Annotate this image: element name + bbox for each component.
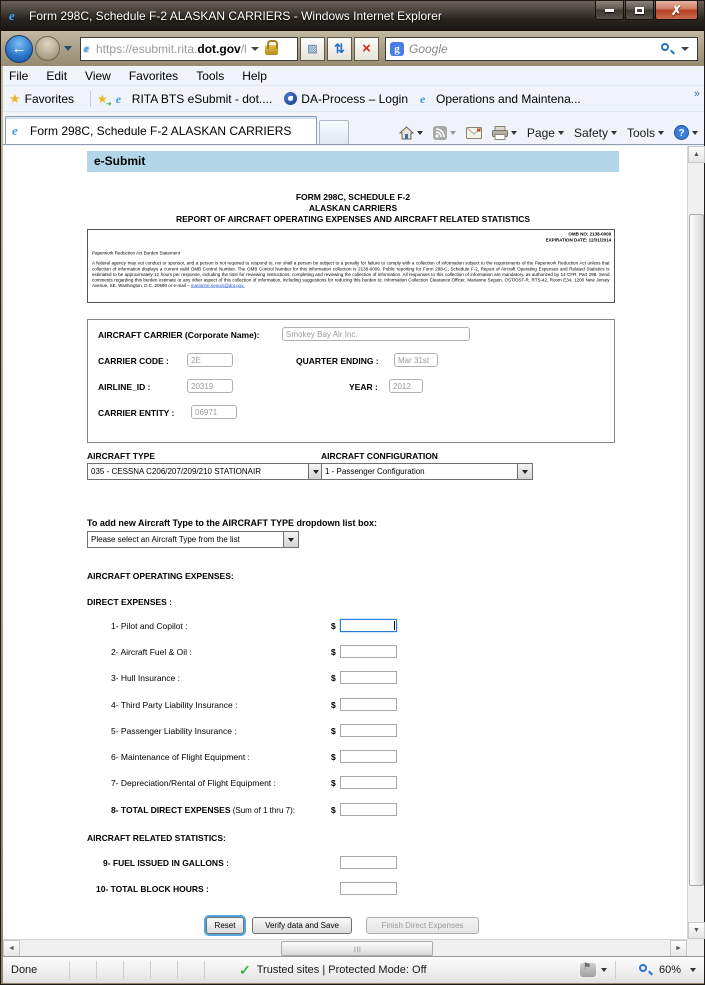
scroll-up-button[interactable]: ▲ <box>688 146 705 163</box>
dropdown-button[interactable] <box>283 532 298 547</box>
home-dropdown-icon[interactable] <box>417 131 423 135</box>
reset-button[interactable]: Reset <box>206 917 244 934</box>
zoom-dropdown-icon[interactable] <box>690 968 696 972</box>
ie-page-icon: e <box>115 91 122 106</box>
carrier-name-field[interactable] <box>282 327 470 341</box>
ssl-lock-icon[interactable] <box>265 45 278 55</box>
menu-view[interactable]: View <box>85 68 111 83</box>
search-dropdown-icon[interactable] <box>681 47 689 51</box>
expense-input-4[interactable] <box>340 698 397 711</box>
status-text: Done <box>11 964 38 976</box>
back-button[interactable]: ← <box>5 35 33 63</box>
currency-symbol: $ <box>331 621 336 631</box>
tools-menu-button[interactable]: Tools <box>627 126 664 140</box>
vertical-scroll-thumb[interactable] <box>689 214 704 886</box>
zone-dropdown-icon[interactable] <box>601 968 607 972</box>
expense-input-1[interactable] <box>340 619 397 632</box>
page-menu-button[interactable]: Page <box>527 126 564 140</box>
expense-label-4: 4- Third Party Liability Insurance : <box>111 700 238 710</box>
aircraft-configuration-selected-value: 1 - Passenger Configuration <box>325 467 425 476</box>
ie-page-icon: e <box>420 91 426 106</box>
search-icon[interactable] <box>660 42 674 56</box>
expense-label-1: 1- Pilot and Copilot : <box>111 621 188 631</box>
refresh-icon: ⇅ <box>334 41 345 56</box>
status-cell <box>150 961 177 979</box>
tab-bar <box>3 112 704 145</box>
favorites-star-icon: ★ <box>9 90 21 106</box>
refresh-button[interactable] <box>327 37 352 61</box>
rss-icon <box>433 126 447 140</box>
page-icon: e <box>84 42 89 55</box>
divider <box>615 961 616 979</box>
search-input[interactable] <box>409 42 660 56</box>
quarter-ending-label: QUARTER ENDING : <box>296 356 379 366</box>
print-button[interactable] <box>492 126 517 140</box>
chevron-down-icon <box>313 470 319 474</box>
app-banner: e-Submit <box>87 151 619 172</box>
tab-favicon: e <box>12 123 18 138</box>
scrollbar-corner <box>687 939 704 956</box>
favorite-item-operations[interactable]: e Operations and Maintena... <box>420 91 581 106</box>
carrier-entity-label: CARRIER ENTITY : <box>98 408 175 418</box>
google-logo-icon: g <box>390 42 404 56</box>
currency-symbol: $ <box>331 647 336 657</box>
page-viewport <box>3 146 704 956</box>
text-caret <box>394 621 395 630</box>
address-bar[interactable] <box>80 37 298 61</box>
aircraft-configuration-label: AIRCRAFT CONFIGURATION <box>321 451 438 461</box>
close-icon: ✗ <box>671 2 682 18</box>
dot-logo-icon <box>284 92 297 105</box>
home-button[interactable] <box>399 126 423 140</box>
recent-pages-dropdown-icon[interactable] <box>64 46 72 51</box>
add-aircraft-type-label: To add new Aircraft Type to the AIRCRAFT TYPE dropdown list box: <box>87 518 377 528</box>
home-icon <box>399 126 414 140</box>
title-bar[interactable] <box>1 1 704 31</box>
stat-label-10: 10- TOTAL BLOCK HOURS : <box>96 884 209 894</box>
page-dropdown-icon <box>558 131 564 135</box>
window-title: Form 298C, Schedule F-2 ALASKAN CARRIERS - Windows Internet Explorer <box>29 9 442 23</box>
chevron-down-icon <box>288 538 294 542</box>
form-heading-line3: REPORT OF AIRCRAFT OPERATING EXPENSES AND AIRCRAFT RELATED STATISTICS <box>175 214 531 224</box>
tab-title: Form 298C, Schedule F-2 ALASKAN CARRIERS <box>30 123 292 138</box>
carrier-info-box <box>87 319 615 443</box>
form-heading <box>87 192 619 225</box>
favorite-item-rita-bts[interactable]: e RITA BTS eSubmit - dot.... <box>115 91 273 106</box>
expense-input-6[interactable] <box>340 750 397 763</box>
navigation-bar <box>1 31 704 66</box>
divider <box>90 91 91 107</box>
browser-chrome <box>3 66 704 146</box>
expense-input-3[interactable] <box>340 671 397 684</box>
verify-save-button[interactable]: Verify data and Save <box>252 917 352 934</box>
svg-text:?: ? <box>678 128 685 139</box>
zoom-control[interactable] <box>638 963 696 977</box>
airline-id-label: AIRLINE_ID : <box>98 382 151 392</box>
fuel-gallons-input[interactable] <box>340 856 397 869</box>
aircraft-type-select[interactable] <box>87 463 324 480</box>
stat-label-9: 9- FUEL ISSUED IN GALLONS : <box>103 858 229 868</box>
tools-dropdown-icon <box>658 131 664 135</box>
compatibility-icon: ▨ <box>307 43 318 55</box>
expense-label-2: 2- Aircraft Fuel & Oil : <box>111 647 192 657</box>
menu-file[interactable]: File <box>9 68 29 83</box>
help-icon <box>674 125 689 140</box>
new-tab-button[interactable] <box>319 120 349 144</box>
quarter-ending-field[interactable] <box>394 353 438 367</box>
help-dropdown-icon <box>692 131 698 135</box>
dropdown-button[interactable] <box>517 464 532 479</box>
expense-label-7: 7- Depreciation/Rental of Flight Equipment : <box>111 778 276 788</box>
chevron-down-icon <box>522 470 528 474</box>
status-cell <box>177 961 204 979</box>
minimize-icon <box>605 9 614 12</box>
year-label: YEAR : <box>349 382 378 392</box>
feeds-button[interactable] <box>433 126 456 140</box>
burden-statement-title: Paperwork Reduction Act Burden Statement <box>92 251 181 256</box>
aircraft-configuration-select[interactable] <box>321 463 533 480</box>
safety-menu-button[interactable]: Safety <box>574 126 617 140</box>
currency-symbol: $ <box>331 752 336 762</box>
esubmit-page <box>3 146 685 939</box>
scroll-right-button[interactable]: ► <box>670 940 687 957</box>
carrier-code-label: CARRIER CODE : <box>98 356 169 366</box>
stop-icon: × <box>362 40 371 57</box>
currency-symbol: $ <box>331 805 336 815</box>
expense-label-5: 5- Passenger Liability Insurance : <box>111 726 237 736</box>
zoom-level: 60% <box>658 964 681 976</box>
favorites-bar <box>3 86 704 112</box>
expense-input-2[interactable] <box>340 645 397 658</box>
carrier-entity-field[interactable] <box>191 405 237 419</box>
expense-input-7[interactable] <box>340 776 397 789</box>
menu-edit[interactable]: Edit <box>46 68 68 83</box>
address-dropdown-icon[interactable] <box>251 47 259 51</box>
feeds-dropdown-icon[interactable] <box>450 131 456 135</box>
finish-direct-expenses-button[interactable]: Finish Direct Expenses <box>366 917 479 934</box>
compatibility-view-button[interactable] <box>300 37 325 61</box>
currency-symbol: $ <box>331 700 336 710</box>
scroll-down-button[interactable]: ▼ <box>688 922 705 939</box>
section-direct-expenses: DIRECT EXPENSES : <box>87 597 173 607</box>
minimize-button[interactable] <box>595 1 624 20</box>
omb-info <box>351 232 611 257</box>
omb-number: OMB NO: 2138-0009 <box>568 232 611 237</box>
print-dropdown-icon[interactable] <box>511 131 517 135</box>
expense-input-5[interactable] <box>340 724 397 737</box>
currency-symbol: $ <box>331 673 336 683</box>
menu-bar <box>3 66 704 86</box>
stop-button[interactable] <box>354 37 379 61</box>
maximize-button[interactable] <box>625 1 654 20</box>
form-heading-line2: ALASKAN CARRIERS <box>308 203 398 213</box>
security-zone-text: Trusted sites | Protected Mode: Off <box>256 964 427 976</box>
search-box[interactable] <box>385 37 698 61</box>
status-cell <box>204 961 231 979</box>
mail-icon <box>466 127 482 139</box>
burden-statement-body: A federal agency may not conduct or sponsor, and a person is not required to respond to, nor shall a person be subject to a penalty for failure to comply with a collection of information subject to the requirements of the Paperwork Reduction Act unless that collection of information displays a current valid OMB Control Number. The OMB Control Number for this information collection is 2138-0009. Public reporting for Form 298-C, Schedule F-2, Report of Aircraft Operating Expenses and Related Statistics is estimated to be approximately 12 hours per response, including the time for reviewing instructions, completing and reviewing the collection of information. All responses to this collection of information are mandatory, as authorized by 14 CFR, Part 298. Send comments regarding this burden estimate or any other aspect of this collection of information, including suggestions for reducing this burden to: Information Collection Clearance Officer, Marianne Seguin, OST/OST-R, RTS-42, Room E34, 1200 New Jersey Avenue, SE, Washington, D.C. 20590 or e-mail – marianne.seguin@dot.gov. <box>92 261 610 289</box>
vertical-scrollbar[interactable] <box>687 146 704 939</box>
airline-id-field[interactable] <box>187 379 233 393</box>
aircraft-type-label: AIRCRAFT TYPE <box>87 451 155 461</box>
status-cell <box>123 961 150 979</box>
aircraft-type-selected-value: 035 - CESSNA C206/207/209/210 STATIONAIR <box>91 467 262 476</box>
add-to-favorites-bar-icon[interactable]: ★ ➜ <box>97 92 108 106</box>
zoom-icon <box>638 963 652 977</box>
currency-symbol: $ <box>331 726 336 736</box>
help-menu-button[interactable] <box>674 125 698 140</box>
status-cell <box>69 961 96 979</box>
expense-label-3: 3- Hull Insurance : <box>111 673 180 683</box>
forward-button[interactable]: → <box>35 36 60 61</box>
status-bar <box>3 956 704 983</box>
protected-mode-icon[interactable] <box>580 963 596 977</box>
paperwork-statement-box <box>87 229 615 303</box>
tab-active[interactable] <box>5 116 317 144</box>
form-heading-line1: FORM 298C, SCHEDULE F-2 <box>295 192 411 202</box>
read-mail-button[interactable] <box>466 127 482 139</box>
add-aircraft-type-select[interactable] <box>87 531 299 548</box>
menu-tools[interactable]: Tools <box>196 68 225 83</box>
expense-input-8-total[interactable] <box>340 803 397 816</box>
safety-dropdown-icon <box>611 131 617 135</box>
maximize-icon <box>635 7 644 14</box>
close-button[interactable] <box>655 1 698 20</box>
favorite-item-da-process[interactable]: DA-Process – Login <box>284 92 408 106</box>
printer-icon <box>492 126 508 140</box>
carrier-name-label: AIRCRAFT CARRIER (Corporate Name): <box>98 330 260 340</box>
currency-symbol: $ <box>331 778 336 788</box>
url-text[interactable]: https://esubmit.rita.dot.gov/l <box>96 41 247 56</box>
carrier-code-field[interactable] <box>187 353 233 367</box>
menu-favorites[interactable]: Favorites <box>128 68 179 83</box>
expense-label-6: 6- Maintenance of Flight Equipment : <box>111 752 250 762</box>
section-operating-expenses: AIRCRAFT OPERATING EXPENSES: <box>87 571 234 581</box>
year-field[interactable] <box>389 379 423 393</box>
expense-label-8: 8- TOTAL DIRECT EXPENSES (Sum of 1 thru 7): <box>111 805 295 815</box>
security-zone-status[interactable] <box>239 962 427 979</box>
favorites-overflow-chevron[interactable]: » <box>693 88 700 100</box>
favorites-button[interactable]: Favorites <box>24 91 75 106</box>
checkmark-icon: ✓ <box>239 961 251 978</box>
scroll-left-button[interactable]: ◄ <box>3 940 20 957</box>
section-related-statistics: AIRCRAFT RELATED STATISTICS: <box>87 833 226 843</box>
horizontal-scroll-thumb[interactable] <box>281 941 433 956</box>
ie-logo-icon: e <box>9 8 15 23</box>
menu-help[interactable]: Help <box>242 68 267 83</box>
add-aircraft-type-selected-value: Please select an Aircraft Type from the list <box>91 535 240 544</box>
command-bar <box>389 125 698 140</box>
horizontal-scrollbar[interactable] <box>3 939 687 956</box>
status-cell <box>96 961 123 979</box>
email-link[interactable]: marianne.seguin@dot.gov. <box>190 283 245 289</box>
omb-expiration: EXPIRATION DATE: 12/31/2014 <box>545 237 611 243</box>
